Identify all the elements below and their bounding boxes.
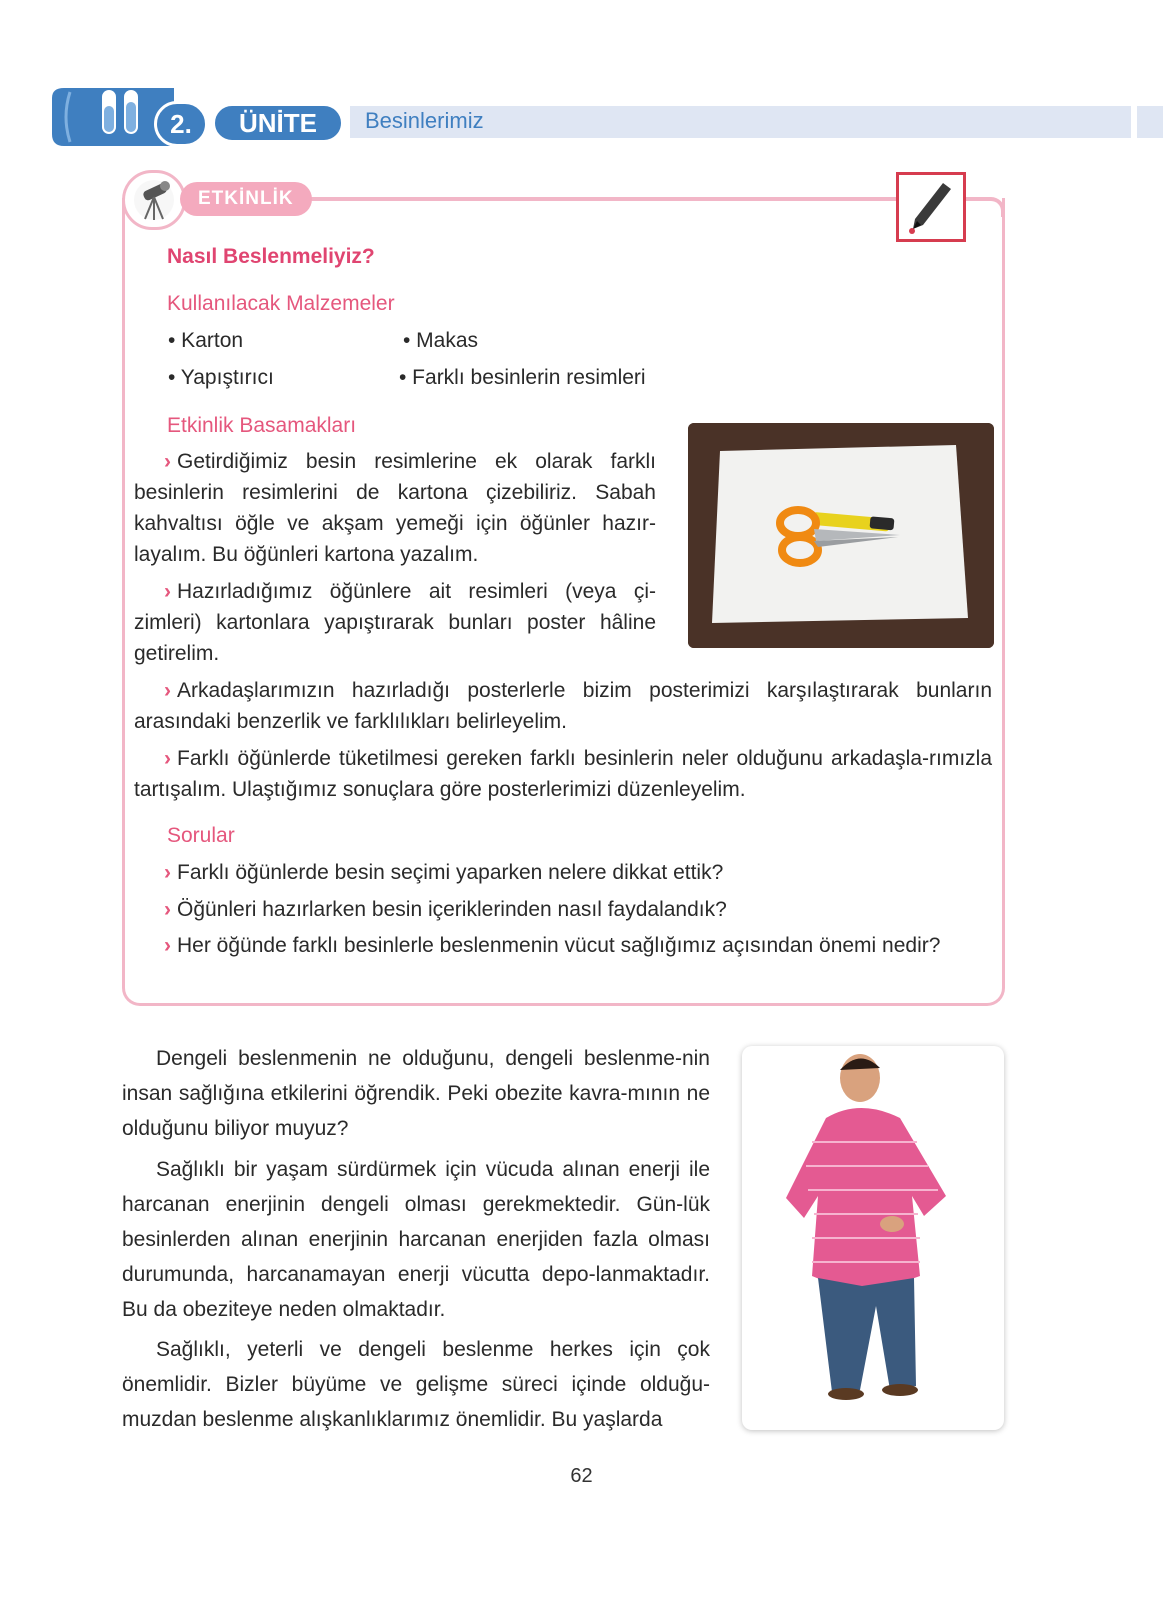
question-arrow-icon: › (164, 934, 171, 957)
material-item: • Karton (168, 329, 244, 352)
telescope-icon (122, 170, 186, 230)
question-text: Her öğünde farklı besinlerle beslenmenin vücut sağlığımız açısından önemi nedir? (177, 934, 941, 957)
activity-step (134, 446, 656, 570)
page-number: 62 (570, 1465, 593, 1487)
pencil-icon (896, 172, 966, 242)
step-arrow-icon: › (164, 747, 171, 770)
scissors-photo (688, 423, 994, 648)
question-arrow-icon: › (164, 898, 171, 921)
activity-top-corner (965, 197, 1005, 217)
step-text: Getirdiğimiz besin resimlerine ek olarak farklı besinlerin resimlerini de kartona çizebiliriz. Sabah kahvaltısı öğle ve akşam yemeği için öğünler hazır-layalım. Bu öğünleri kartona yazalım. (134, 450, 656, 566)
question-item (164, 894, 727, 925)
material-item: • Farklı besinlerin resimleri (399, 366, 646, 389)
body-paragraph: Sağlıklı bir yaşam sürdürmek için vücuda alınan enerji ile harcanan enerjinin dengeli olması gerekmektedir. Gün-lük besinlerden alınan enerjinin harcanan enerjiden fazla olması durumunda, harcanamayan enerji vücutta depo-lanmaktadır. Bu da obeziteye neden olmaktadır. (122, 1158, 710, 1321)
material-item: • Makas (403, 329, 479, 352)
question-item (134, 930, 992, 961)
activity-step (134, 576, 656, 669)
questions-heading: Sorular (167, 824, 235, 847)
body-paragraph: Sağlıklı, yeterli ve dengeli beslenme herkes için çok önemlidir. Bizler büyüme ve gelişme süreci içinde olduğu-muzdan beslenme alışkanlıklarımız önemlidir. Bu yaşlarda (122, 1338, 710, 1431)
step-arrow-icon: › (164, 679, 171, 702)
activity-badge: ETKİNLİK (180, 182, 312, 216)
header-bar-end (1137, 106, 1163, 138)
step-arrow-icon: › (164, 450, 171, 473)
activity-top-line (300, 197, 900, 201)
obese-man-photo (742, 1046, 1004, 1430)
unit-title: Besinlerimiz (365, 108, 484, 133)
question-text: Öğünleri hazırlarken besin içeriklerinden nasıl faydalandık? (177, 898, 727, 921)
step-text: Arkadaşlarımızın hazırladığı posterlerle bizim posterimizi karşılaştırarak bunların arasındaki benzerlik ve farklılıkları belirleyelim. (134, 679, 992, 733)
step-text: Hazırladığımız öğünlere ait resimleri (veya çi-zimleri) kartonlara yapıştırarak bunları poster hâline getirelim. (134, 580, 656, 665)
unit-label: ÜNİTE (212, 103, 344, 143)
unit-number: 2. (154, 101, 208, 147)
question-item (164, 857, 723, 888)
step-arrow-icon: › (164, 580, 171, 603)
activity-title: Nasıl Beslenmeliyiz? (167, 245, 375, 268)
question-text: Farklı öğünlerde besin seçimi yaparken nelere dikkat ettik? (177, 861, 724, 884)
question-arrow-icon: › (164, 861, 171, 884)
activity-step (134, 743, 992, 805)
body-paragraph: Dengeli beslenmenin ne olduğunu, dengeli beslenme-nin insan sağlığına etkilerini öğrendik. Peki obezite kavra-mının ne olduğunu biliyor muyuz? (122, 1047, 710, 1140)
activity-step (134, 675, 992, 737)
material-item: • Yapıştırıcı (168, 366, 274, 389)
steps-heading: Etkinlik Basamakları (167, 414, 357, 437)
step-text: Farklı öğünlerde tüketilmesi gereken farklı besinlerin neler olduğunu arkadaşla-rımızla tartışalım. Ulaştığımız sonuçlara göre posterlerimizi düzenleyelim. (134, 747, 992, 801)
materials-heading: Kullanılacak Malzemeler (167, 292, 395, 315)
